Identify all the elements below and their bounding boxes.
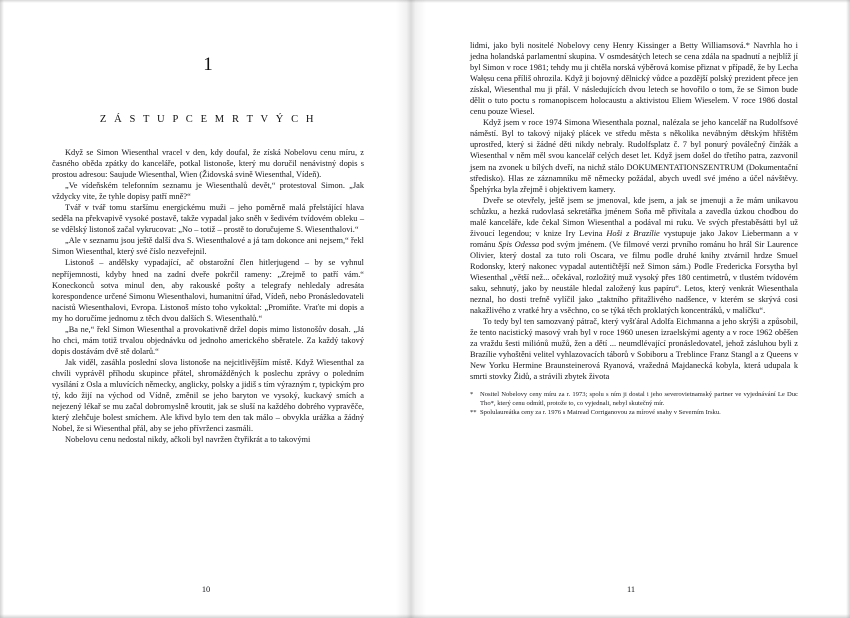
footnote-text: Spolulaureátka ceny za r. 1976 s Mairead Corriganovou za mírové snahy v Severním Irsku.	[480, 409, 721, 417]
right-page	[412, 0, 850, 618]
chapter-number: 1	[203, 54, 213, 75]
footnote-text: Nositel Nobelovy ceny míru za r. 1973; spolu s ním ji dostal i jeho severovietnamský partner ve vyjednávání Le Duc Tho*, který cenu odmítl, protože to, co vyjednali, nebyl skutečný mír.	[480, 391, 798, 407]
paragraph: Nobelovu cenu nedostal nikdy, ačkoli byl navržen čtyřikrát a to takovými	[65, 435, 311, 445]
footnote	[470, 391, 798, 408]
page-number-left: 10	[201, 585, 211, 594]
paragraph: lidmi, jako byli nositelé Nobelovy ceny Henry Kissinger a Betty Williamsová.* Navrhla ho i jedna holandská parlamentní skupina. V osmdesátých letech se cena zdála na spadnutí a nejblíž jí byl Simon v roce 1981; tehdy mu ji chtěla norská výběrová komise přiznat v případě, že by Lecha Wałęsu cena příliš ohrozila. Když ji bojovný dělnický vůdce a pozdější polský prezident přece jen získal, Wiesenthal mu ji přál. V následujících dvou letech se hovořilo o tom, že se Simon bude dělit o tuto poctu s romanopiscem holocaustu a aktivistou Eliem Wieselem. V roce 1986 dostal cenu pouze Wiesel.	[470, 41, 798, 117]
paragraph: Dveře se otevřely, ještě jsem se jmenoval, kde jsem, a jak se jmenuji a že mám unikavou schůzku, a hezká rudovlasá sekretářka jménem Soňa mě přivítala a zavedla úzkou chodbou do malé kanceláře, kde čekal Simon Wiesenthal a podával mi ruku. Ve svých přestaběsátti byl už živoucí legendou; v knize Iry Levina Hoši z Brazílie vystupuje jako Jakov Liebermann a v románu Spis Odessa pod svým jménem. (Ve filmové verzi prvního románu ho hrál Sir Laurence Olivier, který dostal za tuto roli Oscara, ve filmu podle druhé knihy ztvárnil hrdze Smuel Rodonsky, který nakonec vypadal autentičtější než Simon sám.) Podle Fredericka Forsytha byl Wiesenthal „větší než... očekával, rozložitý muž vysoký přes 180 centimetrů, v tlustém tvídovém saku, sehnutý, jako by neustále hledal založený kus papíru“. Letos, který venkrát Wiesenthala neznal, ho dosti trefně vylíčil jako „taktního přitažlivého nadšence, v kterém se skrývá cosi nakažlivého z vratké hry a vsěchno, co se týká těch proklatých koncentráků, v malíčku“.	[470, 195, 799, 316]
left-page-body	[52, 147, 364, 445]
paragraph: Tvář v tvář tomu staršímu energickému muži – jeho poměrně malá přelstájící hlava seděla na překvapivě vysoké postavě, takže vypadal jako sněh v šedivém tvídovém obleku – se vdĕlský listonoš začal vykrucovat: „No – totiž – prostě to doručujeme S. Wiesenthalovi.“	[52, 203, 364, 235]
paragraph: To tedy byl ten samozvaný pátrač, který vyšťáral Adolfa Eichmanna a jeho skrýši a způsobil, že tento nacistický masový vrah byl v roce 1960 unesen izraelskými agenty a v roce 1962 oběšen za vraždu šesti miliónů mužů, žen a dětí ... neumdlévající pronásledovatel, jehož zásluhou byli z Brazílie vyhoštěni velitel vyhlazovacích táborů v Sobiboru a Treblince Franz Stangl a z Queens v New Yorku Hermine Braunsteinerová Ryanová, vražedná Majdanecká kobyla, která udupala k smrti stovky Židů, a strávili zbytek života	[470, 317, 798, 382]
paragraph: „Ba ne,“ řekl Simon Wiesenthal a provokativně držel dopis mimo listonošův dosah. „Já ho chci, mám totiž trvalou objednávku od jednoho amerického sběratele. Za každý takový dopis dostávám dvě stě dolarů.“	[52, 324, 364, 356]
page-number-right: 11	[626, 585, 636, 594]
right-page-body	[470, 40, 798, 382]
footnote-marker: *	[470, 391, 474, 399]
chapter-title: Z Á S T U P C E M R T V Ý C H	[99, 114, 317, 125]
paragraph: „Ve vídeňském telefonním seznamu je Wiesenthalů devět,“ protestoval Simon. „Jak vždycky vite, že tyhle dopisy patří mně?“	[52, 181, 364, 202]
left-page	[0, 0, 412, 618]
paragraph: Když se Simon Wiesenthal vracel v den, kdy doufal, že získá Nobelovu cenu míru, z časného oběda zpátky do kanceláře, potkal listonoše, který mu doručil nenávistný dopis s prostou adresou: Saujude Wiesenthal, Wien (Židovská svině Wiesenthal, Vídeň).	[52, 148, 364, 180]
footnote	[470, 409, 798, 417]
footnote-marker: **	[470, 409, 477, 417]
footnote-block	[470, 391, 798, 417]
paragraph: Když jsem v roce 1974 Simona Wiesenthala poznal, nalézala se jeho kancelář na Rudolfsové náměstí. Byl to takový nijaký plácek ve středu města s několika nevábným dětským hříštěm uprostřed, který si žádné děti nikdy nebraly. Rudolfsplatz č. 7 byl ponurý poválečný činžák a Wiesenthal v něm měl svou kancelář celých deset let. Když jsem došel do třetího patra, zazvonil jsem na zvonek u bílých dveří, na nichž stálo DOKUMENTATIONSZENTRUM (Dokumentační středisko). Hlas ze záznamníku mě německy požádal, abych uvedl své jméno a účel návštěvy. Špehýrka byla zřejmě i objektivem kamery.	[470, 118, 798, 194]
paragraph: Listonoš – andělsky vypadající, ač obstarožní člen hitlerjugend – by se vyhnul nepříjemnosti, kdyby hned na zadní dveře pokrčil rameny: „Zrejmě to patří vám.“ Koneckonců sotva minul den, aby rakouské pošty a telegrafy nehledaly adresáta korespondence určené Simonu Wiesenthalovi, humanitní úřad, Vídeň, nebo Pronásledovateli nacistů Wiesenthalovi, Evropa. Listonoš místo toho vykoktal: „Promiňte. Vraťte mi dopis a my ho doručíme jednomu z těch dvou dalších S. Wiesenthalů.“	[52, 258, 364, 323]
paragraph: „Ale v seznamu jsou ještě další dva S. Wiesenthalové a já tam dokonce ani nejsem,“ řekl Simon Wiesenthal, který své číslo nezveřejnil.	[52, 236, 364, 257]
paragraph: Jak viděl, zasáhla poslední slova listonoše na nejcitlivějším místě. Když Wiesenthal za chvíli vyprávěl příhodu skupince přátel, shromážděných k poslechu zprávy o poledním vysílání z Osla a mluvících německy, anglicky, polsky a jidiš s tím výrazným r, typickým pro tý, kdo žijí na východ od Vídně, změnil se jeho baryton ve vysoký, kuckavý smích a nejezený lékař se mu začal dobromyslně kroutit, jak se sluší na každého dobrého vypravěče, který zlehčuje bolest smíchem. Ale křivd bylo tem den tak málo – obvykla urážka a žádný Nobel, že si Wiesenthal přál, aby se jeho přívrženci zasmáli.	[52, 357, 364, 434]
